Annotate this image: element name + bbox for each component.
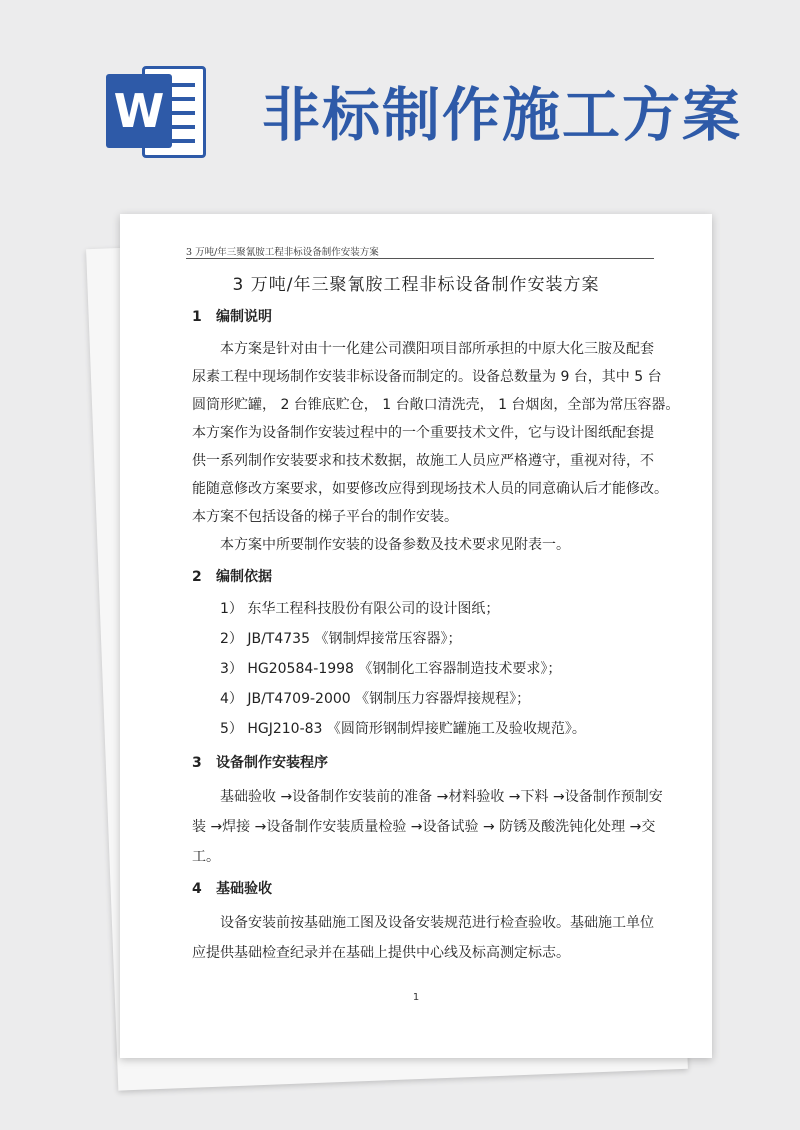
- paragraph-line: 工。: [192, 849, 220, 865]
- document-title: 3 万吨/年三聚氰胺工程非标设备制作安装方案: [232, 275, 600, 295]
- paragraph-line: 本方案作为设备制作安装过程中的一个重要技术文件，它与设计图纸配套提: [192, 425, 654, 441]
- section-heading: 3 设备制作安装程序: [192, 755, 328, 771]
- reference-item: 4） JB/T4709-2000 《钢制压力容器焊接规程》；: [220, 691, 531, 707]
- section-heading: 4 基础验收: [192, 881, 272, 897]
- page-number: 1: [412, 992, 420, 1003]
- section-heading: 1 编制说明: [192, 309, 272, 325]
- document-page: [120, 214, 712, 1058]
- paragraph-line: 圆筒形贮罐， 2 台锥底贮仓， 1 台敞口清洗壳， 1 台烟囱，全部为常压容器。: [192, 397, 680, 413]
- banner-title: 非标制作施工方案: [262, 81, 743, 149]
- reference-item: 3） HG20584-1998 《钢制化工容器制造技术要求》；: [220, 661, 562, 677]
- paragraph-line: 本方案不包括设备的梯子平台的制作安装。: [192, 509, 458, 525]
- section-heading: 2 编制依据: [192, 569, 272, 585]
- paragraph-line: 装 →焊接 →设备制作安装质量检验 →设备试验 → 防锈及酸洗钝化处理 →交: [192, 819, 656, 835]
- paragraph-line: 尿素工程中现场制作安装非标设备而制定的。设备总数量为 9 台，其中 5 台: [192, 369, 662, 385]
- reference-item: 1） 东华工程科技股份有限公司的设计图纸；: [220, 601, 500, 617]
- word-document-icon: [106, 60, 208, 164]
- reference-item: 2） JB/T4735 《钢制焊接常压容器》；: [220, 631, 462, 647]
- paragraph-line: 应提供基础检查纪录并在基础上提供中心线及标高测定标志。: [192, 945, 570, 961]
- paragraph-line: 本方案中所要制作安装的设备参数及技术要求见附表一。: [220, 537, 570, 553]
- paragraph-line: 基础验收 →设备制作安装前的准备 →材料验收 →下料 →设备制作预制安: [220, 789, 663, 805]
- running-header: 3 万吨/年三聚氰胺工程非标设备制作安装方案: [186, 247, 379, 258]
- paragraph-line: 供一系列制作安装要求和技术数据，故施工人员应严格遵守，重视对待，不: [192, 453, 654, 469]
- header-rule: [186, 258, 654, 259]
- word-badge: W: [106, 74, 172, 148]
- reference-item: 5） HGJ210-83 《圆筒形钢制焊接贮罐施工及验收规范》。: [220, 721, 586, 737]
- paragraph-line: 设备安装前按基础施工图及设备安装规范进行检查验收。基础施工单位: [220, 915, 654, 931]
- paragraph-line: 本方案是针对由十一化建公司濮阳项目部所承担的中原大化三胺及配套: [220, 341, 654, 357]
- paragraph-line: 能随意修改方案要求，如要修改应得到现场技术人员的同意确认后才能修改。: [192, 481, 668, 497]
